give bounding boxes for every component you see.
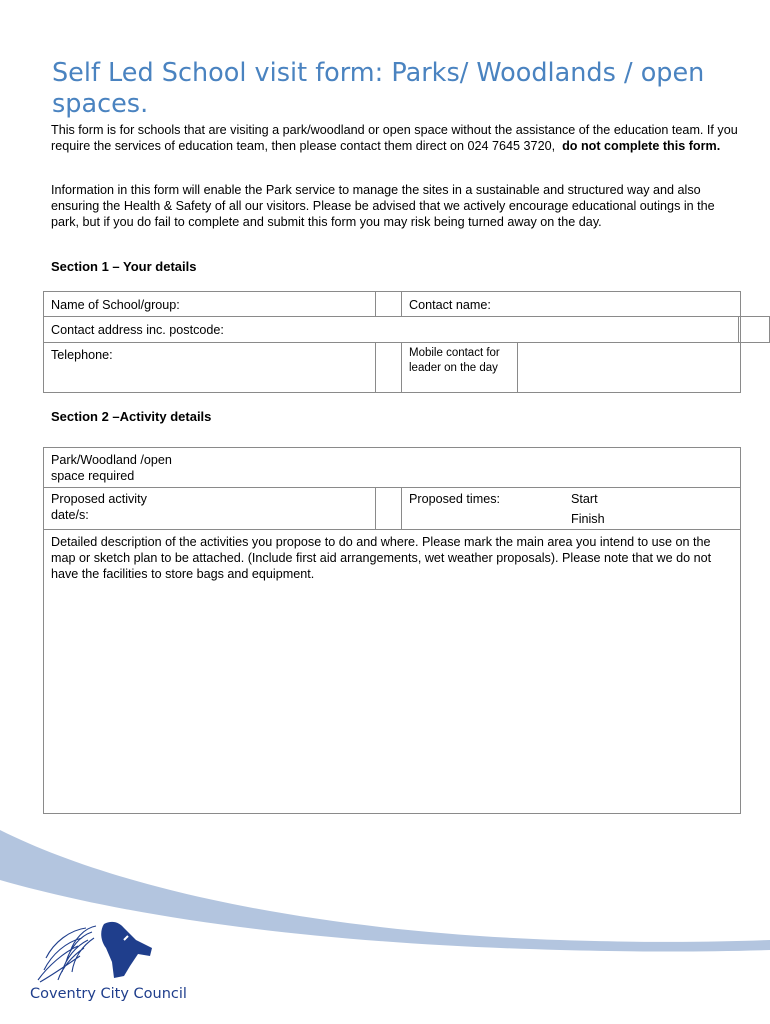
council-name: Coventry City Council [30,986,187,1002]
intro-warning: do not complete this form. [562,139,721,153]
mobile-contact-label: Mobile contact for leader on the day [409,347,500,374]
section-1-heading: Section 1 – Your details [51,259,197,274]
section-2-heading: Section 2 –Activity details [51,409,212,424]
contact-name-label: Contact name: [409,298,491,312]
intro-text: This form is for schools that are visiting a park/woodland or open space without the assistance of the education team. If you require the services of education team, then please contact them direct on 024 7645 3720, [51,123,738,153]
start-label: Start [571,492,598,506]
coventry-logo-icon [24,918,164,988]
mane-strands [38,926,96,982]
proposed-times-label: Proposed times: [409,492,500,506]
intro-paragraph-1 [51,122,741,154]
horse-head-shape [101,922,152,978]
activity-date-label: Proposed activity date/s: [51,492,147,522]
intro-paragraph-2: Information in this form will enable the Park service to manage the sites in a sustainable and structured way and also ensuring the Health & Safety of all our visitors. Please be advised that we actively encourage educational outings in the park, but if you do fail to complete and submit this form you may risk being turned away on the day. [51,183,715,229]
page-title: Self Led School visit form: Parks/ Woodlands / open spaces. [52,58,705,119]
school-name-label: Name of School/group: [51,298,180,312]
finish-label: Finish [571,512,605,526]
contact-address-label: Contact address inc. postcode: [51,323,224,337]
park-required-label: Park/Woodland /open space required [51,453,172,483]
telephone-label: Telephone: [51,348,113,362]
activity-description-label: Detailed description of the activities you propose to do and where. Please mark the main area you intend to use on the map or sketch plan to be attached. (Include first aid arrangements, wet weather proposals). Please note that we do not have the facilities to store bags and equipment. [51,535,712,581]
